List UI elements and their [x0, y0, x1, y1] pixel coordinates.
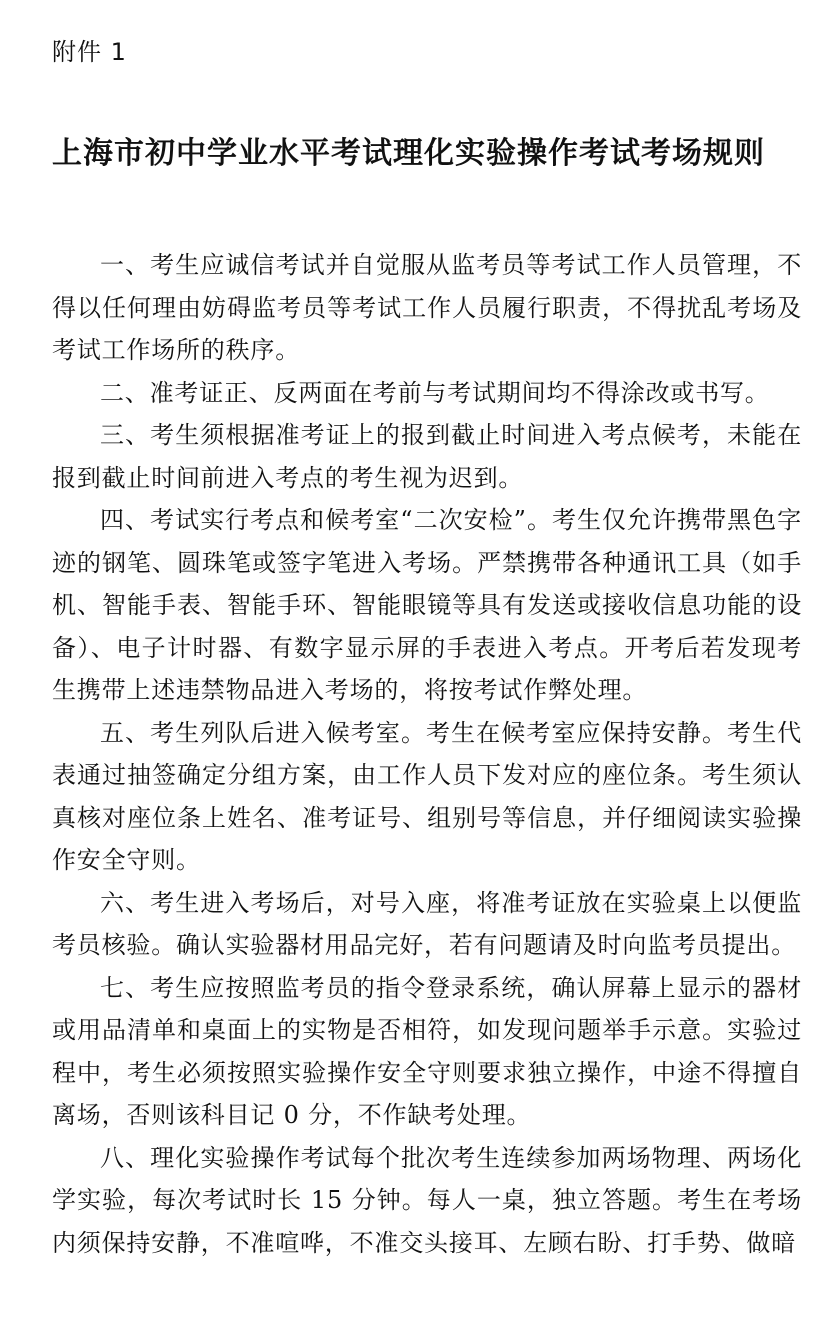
rule-paragraph-2: 二、准考证正、反两面在考前与考试期间均不得涂改或书写。 [100, 378, 770, 407]
attachment-label: 附件 1 [52, 38, 127, 66]
document-body [52, 244, 802, 1264]
rule-paragraph-6: 六、考生进入考场后，对号入座，将准考证放在实验桌上以便监考员核验。确认实验器材用品完好，若有问题请及时向监考员提出。 [52, 888, 802, 959]
rule-paragraph-7: 七、考生应按照监考员的指令登录系统，确认屏幕上显示的器材或用品清单和桌面上的实物是否相符，如发现问题举手示意。实验过程中，考生必须按照实验操作安全守则要求独立操作，中途不得擅自离场，否则该科目记 0 分，不作缺考处理。 [52, 973, 802, 1129]
rule-paragraph-5: 五、考生列队后进入候考室。考生在候考室应保持安静。考生代表通过抽签确定分组方案，由工作人员下发对应的座位条。考生须认真核对座位条上姓名、准考证号、组别号等信息，并仔细阅读实验操作安全守则。 [52, 718, 802, 874]
rule-paragraph-4: 四、考试实行考点和候考室“二次安检”。考生仅允许携带黑色字迹的钢笔、圆珠笔或签字笔进入考场。严禁携带各种通讯工具（如手机、智能手表、智能手环、智能眼镜等具有发送或接收信息功能的设备）、电子计时器、有数字显示屏的手表进入考点。开考后若发现考生携带上述违禁物品进入考场的，将按考试作弊处理。 [52, 506, 802, 704]
rule-paragraph-3: 三、考生须根据准考证上的报到截止时间进入考点候考，未能在报到截止时间前进入考点的考生视为迟到。 [52, 421, 802, 492]
rule-paragraph-1: 一、考生应诚信考试并自觉服从监考员等考试工作人员管理，不得以任何理由妨碍监考员等考试工作人员履行职责，不得扰乱考场及考试工作场所的秩序。 [52, 251, 802, 364]
rule-paragraph-8: 八、理化实验操作考试每个批次考生连续参加两场物理、两场化学实验，每次考试时长 15 分钟。每人一桌，独立答题。考生在考场内须保持安静，不准喧哗，不准交头接耳、左顾右盼、打手势、做暗 [52, 1143, 802, 1257]
document-title: 上海市初中学业水平考试理化实验操作考试考场规则 [52, 136, 765, 171]
